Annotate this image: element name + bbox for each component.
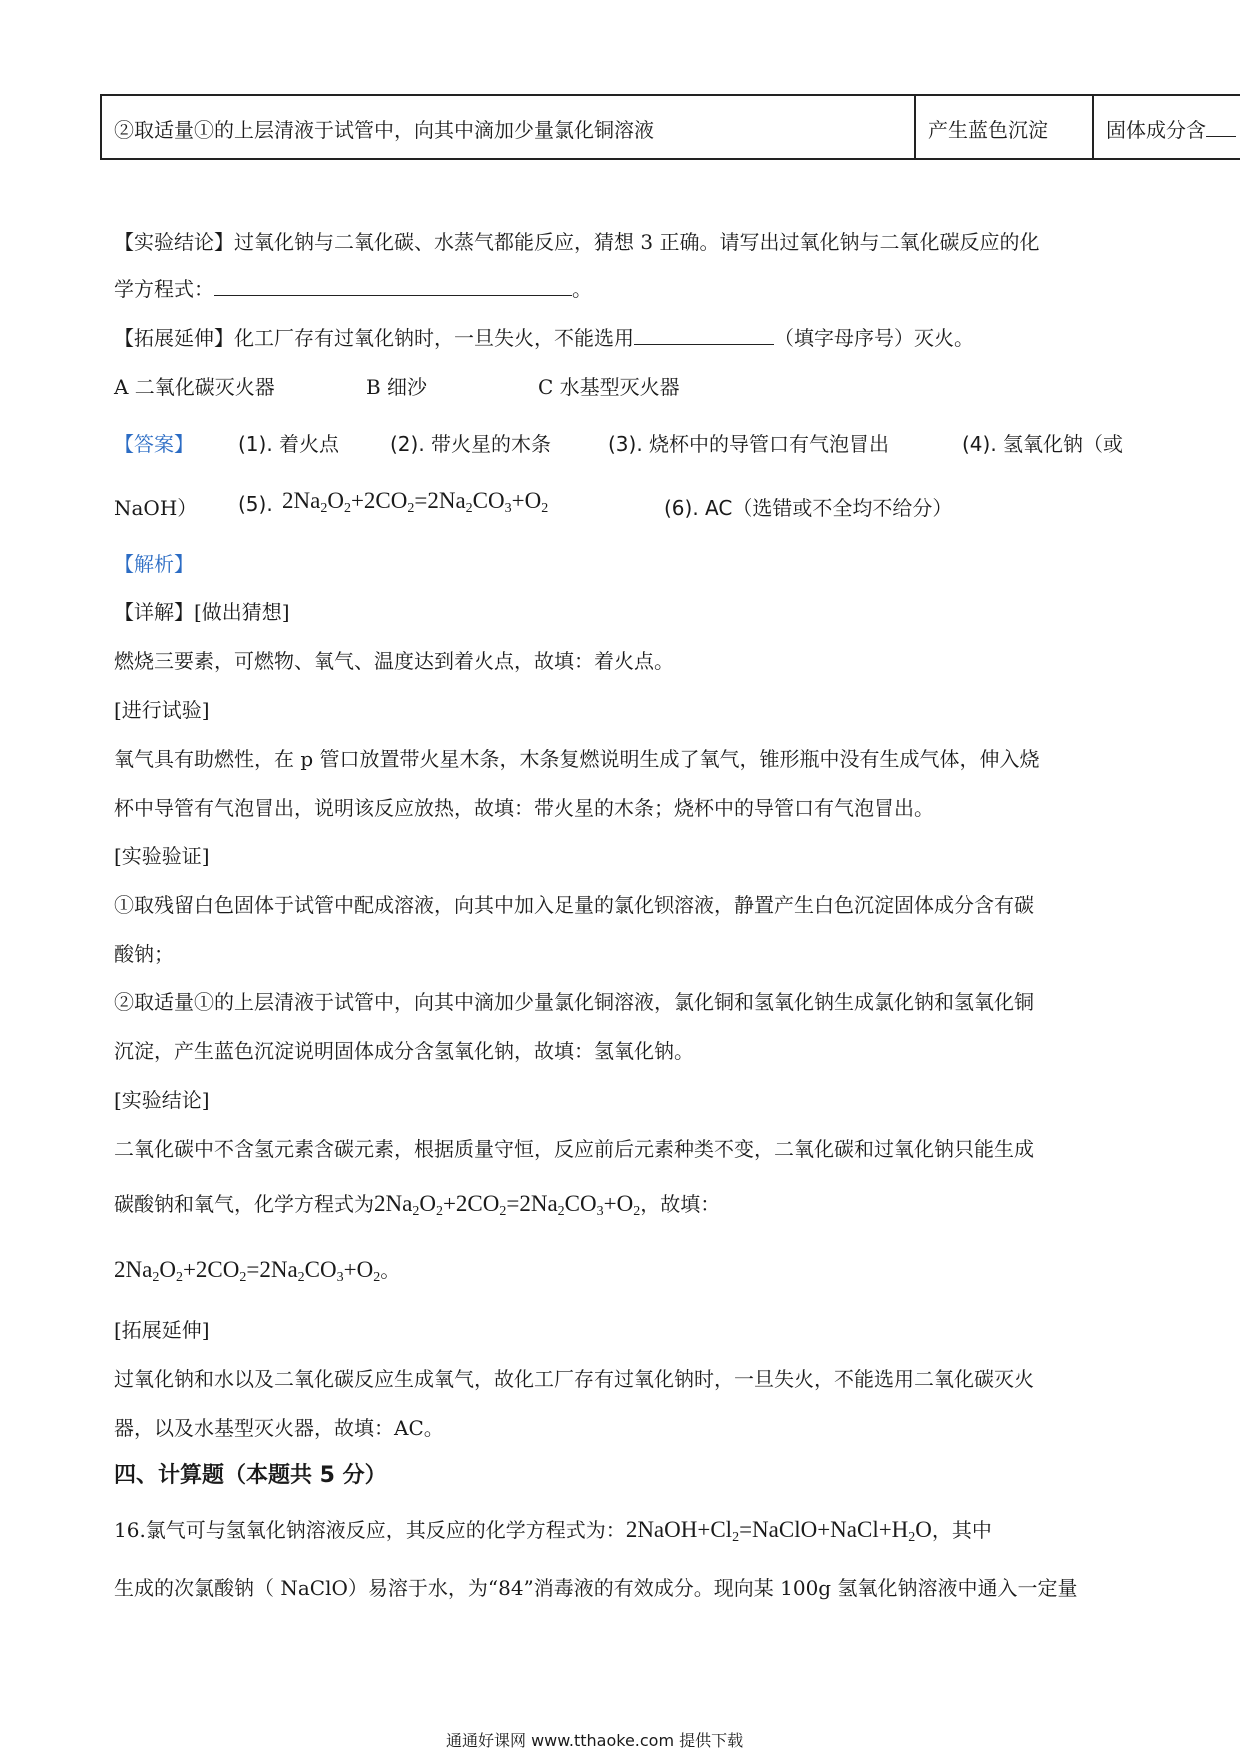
table-cell-phenomenon: 产生蓝色沉淀 (928, 118, 1048, 142)
option-c: C 水基型灭火器 (538, 375, 680, 399)
answer-item-6: (6). AC（选错或不全均不给分） (664, 496, 953, 520)
paragraph: 过氧化钠和水以及二氧化碳反应生成氧气，故化工厂存有过氧化钠时，一旦失火，不能选用二氧化碳灭火 (114, 1367, 1034, 1391)
conclusion-equation-prompt: 学方程式： 。 (114, 277, 592, 301)
answer-item-4: (4). 氢氧化钠（或 (962, 432, 1124, 456)
table-divider (914, 94, 916, 160)
paragraph: ②取适量①的上层清液于试管中，向其中滴加少量氯化铜溶液，氯化铜和氢氧化钠生成氯化钠和氢氧化铜 (114, 990, 1034, 1014)
answer-label: 【答案】 (114, 432, 194, 456)
subheading: [进行试验] (114, 698, 210, 722)
paragraph-with-equation: $2Na_2O_2+2CO_2=2Na_2CO_3+O_2$。 (114, 1257, 401, 1285)
subheading: [实验结论] (114, 1088, 210, 1112)
answer-item-3: (3). 烧杯中的导管口有气泡冒出 (608, 432, 890, 456)
section-title: 四、计算题（本题共 5 分） (114, 1463, 387, 1488)
answer-item-4-cont: NaOH） (114, 496, 198, 520)
equation: $2Na_2O_2+2CO_2=2Na_2CO_3+O_2$ (374, 1191, 641, 1219)
paragraph: 杯中导管有气泡冒出，说明该反应放热，故填：带火星的木条；烧杯中的导管口有气泡冒出。 (114, 796, 934, 820)
extension-question: 【拓展延伸】化工厂存有过氧化钠时，一旦失火，不能选用 （填字母序号）灭火。 (114, 326, 974, 350)
question-16-line-2: 生成的次氯酸钠（ NaClO）易溶于水，为“84”消毒液的有效成分。现向某 100g 氢氧化钠溶液中通入一定量 (114, 1576, 1078, 1600)
equation: $2NaOH+Cl_2=NaClO+NaCl+H_2O$ (625, 1517, 932, 1545)
option-b: B 细沙 (366, 375, 428, 399)
paragraph: 沉淀，产生蓝色沉淀说明固体成分含氢氧化钠，故填：氢氧化钠。 (114, 1039, 694, 1063)
equation: $2Na_2O_2+2CO_2=2Na_2CO_3+O_2$ (114, 1257, 381, 1285)
subheading: [拓展延伸] (114, 1318, 210, 1342)
table-cell-step: ②取适量①的上层清液于试管中，向其中滴加少量氯化铜溶液 (114, 118, 654, 142)
paragraph: 燃烧三要素，可燃物、氧气、温度达到着火点，故填：着火点。 (114, 649, 674, 673)
answer-item-1: (1). 着火点 (238, 432, 340, 456)
answer-blank[interactable] (214, 275, 572, 296)
answer-blank[interactable] (634, 324, 774, 345)
detail-heading: 【详解】[做出猜想] (114, 600, 290, 624)
answer-item-5-equation: $2Na_2O_2+2CO_2=2Na_2CO_3+O_2$ (282, 488, 549, 516)
subheading: [实验验证] (114, 844, 210, 868)
table-divider (1092, 94, 1094, 160)
paragraph: 酸钠； (114, 942, 174, 966)
footer-watermark: 通通好课网 www.tthaoke.com 提供下载 (446, 1731, 744, 1750)
paragraph: 氧气具有助燃性，在 p 管口放置带火星木条，木条复燃说明生成了氧气，锥形瓶中没有生成气体，伸入烧 (114, 747, 1040, 771)
answer-item-5-label: (5). (238, 492, 273, 516)
paragraph: 二氧化碳中不含氢元素含碳元素，根据质量守恒，反应前后元素种类不变，二氧化碳和过氧化钠只能生成 (114, 1137, 1034, 1161)
conclusion-text: 【实验结论】过氧化钠与二氧化碳、水蒸气都能反应，猜想 3 正确。请写出过氧化钠与二氧化碳反应的化 (114, 230, 1040, 254)
answer-item-2: (2). 带火星的木条 (390, 432, 552, 456)
analysis-label: 【解析】 (114, 552, 194, 576)
question-16-line-1: 16.氯气可与氢氧化钠溶液反应，其反应的化学方程式为：$2NaOH+Cl_2=NaClO+NaCl+H_2O$，其中 (114, 1517, 992, 1545)
paragraph: ①取残留白色固体于试管中配成溶液，向其中加入足量的氯化钡溶液，静置产生白色沉淀固体成分含有碳 (114, 893, 1034, 917)
paragraph: 器，以及水基型灭火器，故填：AC。 (114, 1416, 444, 1440)
table-cell-conclusion: 固体成分含 (1106, 114, 1236, 143)
option-a: A 二氧化碳灭火器 (114, 375, 275, 399)
paragraph-with-equation: 碳酸钠和氧气，化学方程式为$2Na_2O_2+2CO_2=2Na_2CO_3+O_2$，故填： (114, 1191, 721, 1219)
